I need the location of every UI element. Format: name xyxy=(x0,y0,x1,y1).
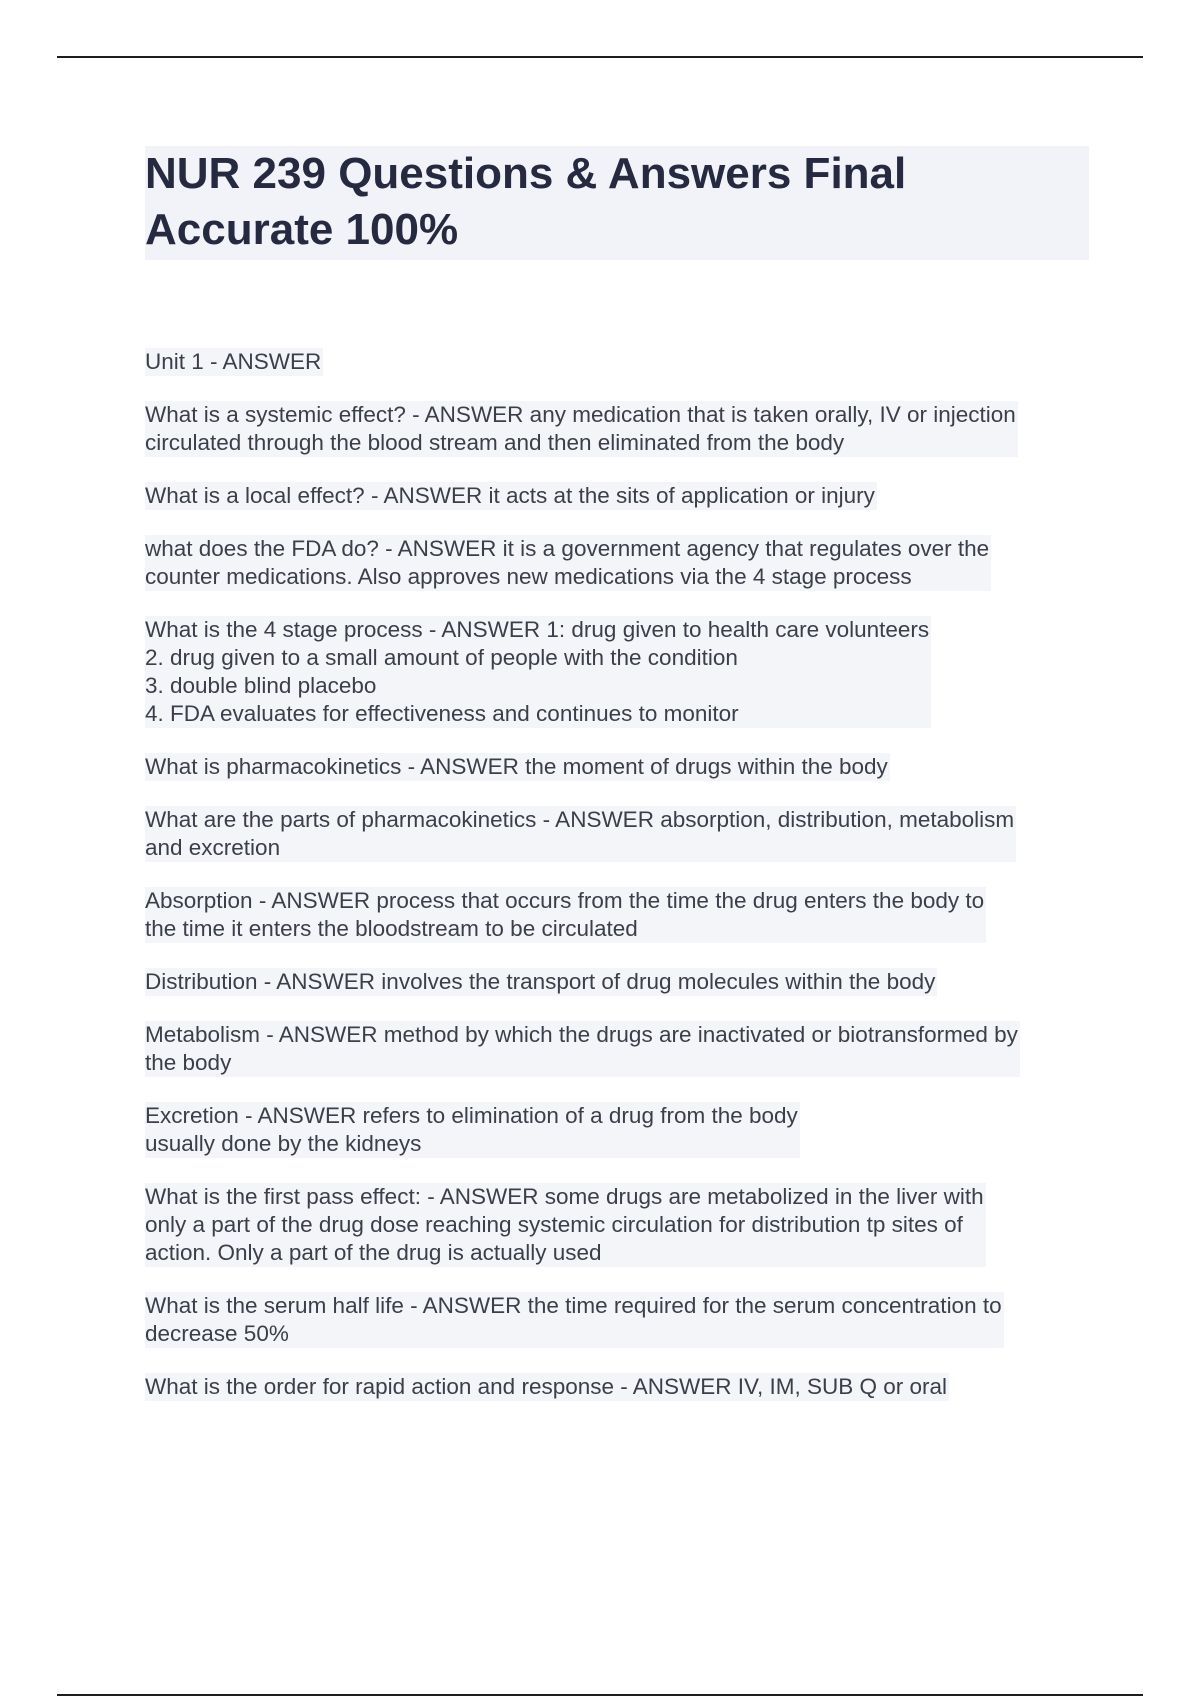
qa-item: What is a systemic effect? - ANSWER any medication that is taken orally, IV or injection circulated through the blood stream and then eliminated from the body xyxy=(145,402,1016,455)
qa-item: What is the order for rapid action and response - ANSWER IV, IM, SUB Q or oral xyxy=(145,1374,948,1399)
qa-item: Excretion - ANSWER refers to elimination of a drug from the body usually done by the kidneys xyxy=(145,1103,798,1156)
qa-list xyxy=(145,348,1089,1426)
qa-item: What is the serum half life - ANSWER the time required for the serum concentration to decrease 50% xyxy=(145,1293,1002,1346)
page-title: NUR 239 Questions & Answers Final Accurate 100% xyxy=(145,149,907,254)
qa-item: Distribution - ANSWER involves the transport of drug molecules within the body xyxy=(145,969,936,994)
qa-item: What is the 4 stage process - ANSWER 1: drug given to health care volunteers 2. drug given to a small amount of people with the condition 3. double blind placebo 4. FDA evaluates for effectiveness and continues to monitor xyxy=(145,617,930,726)
title-block xyxy=(145,146,1089,260)
qa-item: What is a local effect? - ANSWER it acts at the sits of application or injury xyxy=(145,483,875,508)
document-body xyxy=(145,146,1089,1426)
qa-item: What are the parts of pharmacokinetics - ANSWER absorption, distribution, metabolism and excretion xyxy=(145,807,1015,860)
footer-rule xyxy=(57,1694,1143,1696)
header-rule xyxy=(57,56,1143,58)
qa-item: What is pharmacokinetics - ANSWER the moment of drugs within the body xyxy=(145,754,888,779)
qa-item: What is the first pass effect: - ANSWER some drugs are metabolized in the liver with only a part of the drug dose reaching systemic circulation for distribution tp sites of action. Only a part of the drug is actually used xyxy=(145,1184,984,1265)
qa-item: what does the FDA do? - ANSWER it is a government agency that regulates over the counter medications. Also approves new medications via the 4 stage process xyxy=(145,536,990,589)
qa-item: Metabolism - ANSWER method by which the drugs are inactivated or biotransformed by the body xyxy=(145,1022,1018,1075)
qa-item: Unit 1 - ANSWER xyxy=(145,349,322,374)
qa-item: Absorption - ANSWER process that occurs from the time the drug enters the body to the time it enters the bloodstream to be circulated xyxy=(145,888,985,941)
